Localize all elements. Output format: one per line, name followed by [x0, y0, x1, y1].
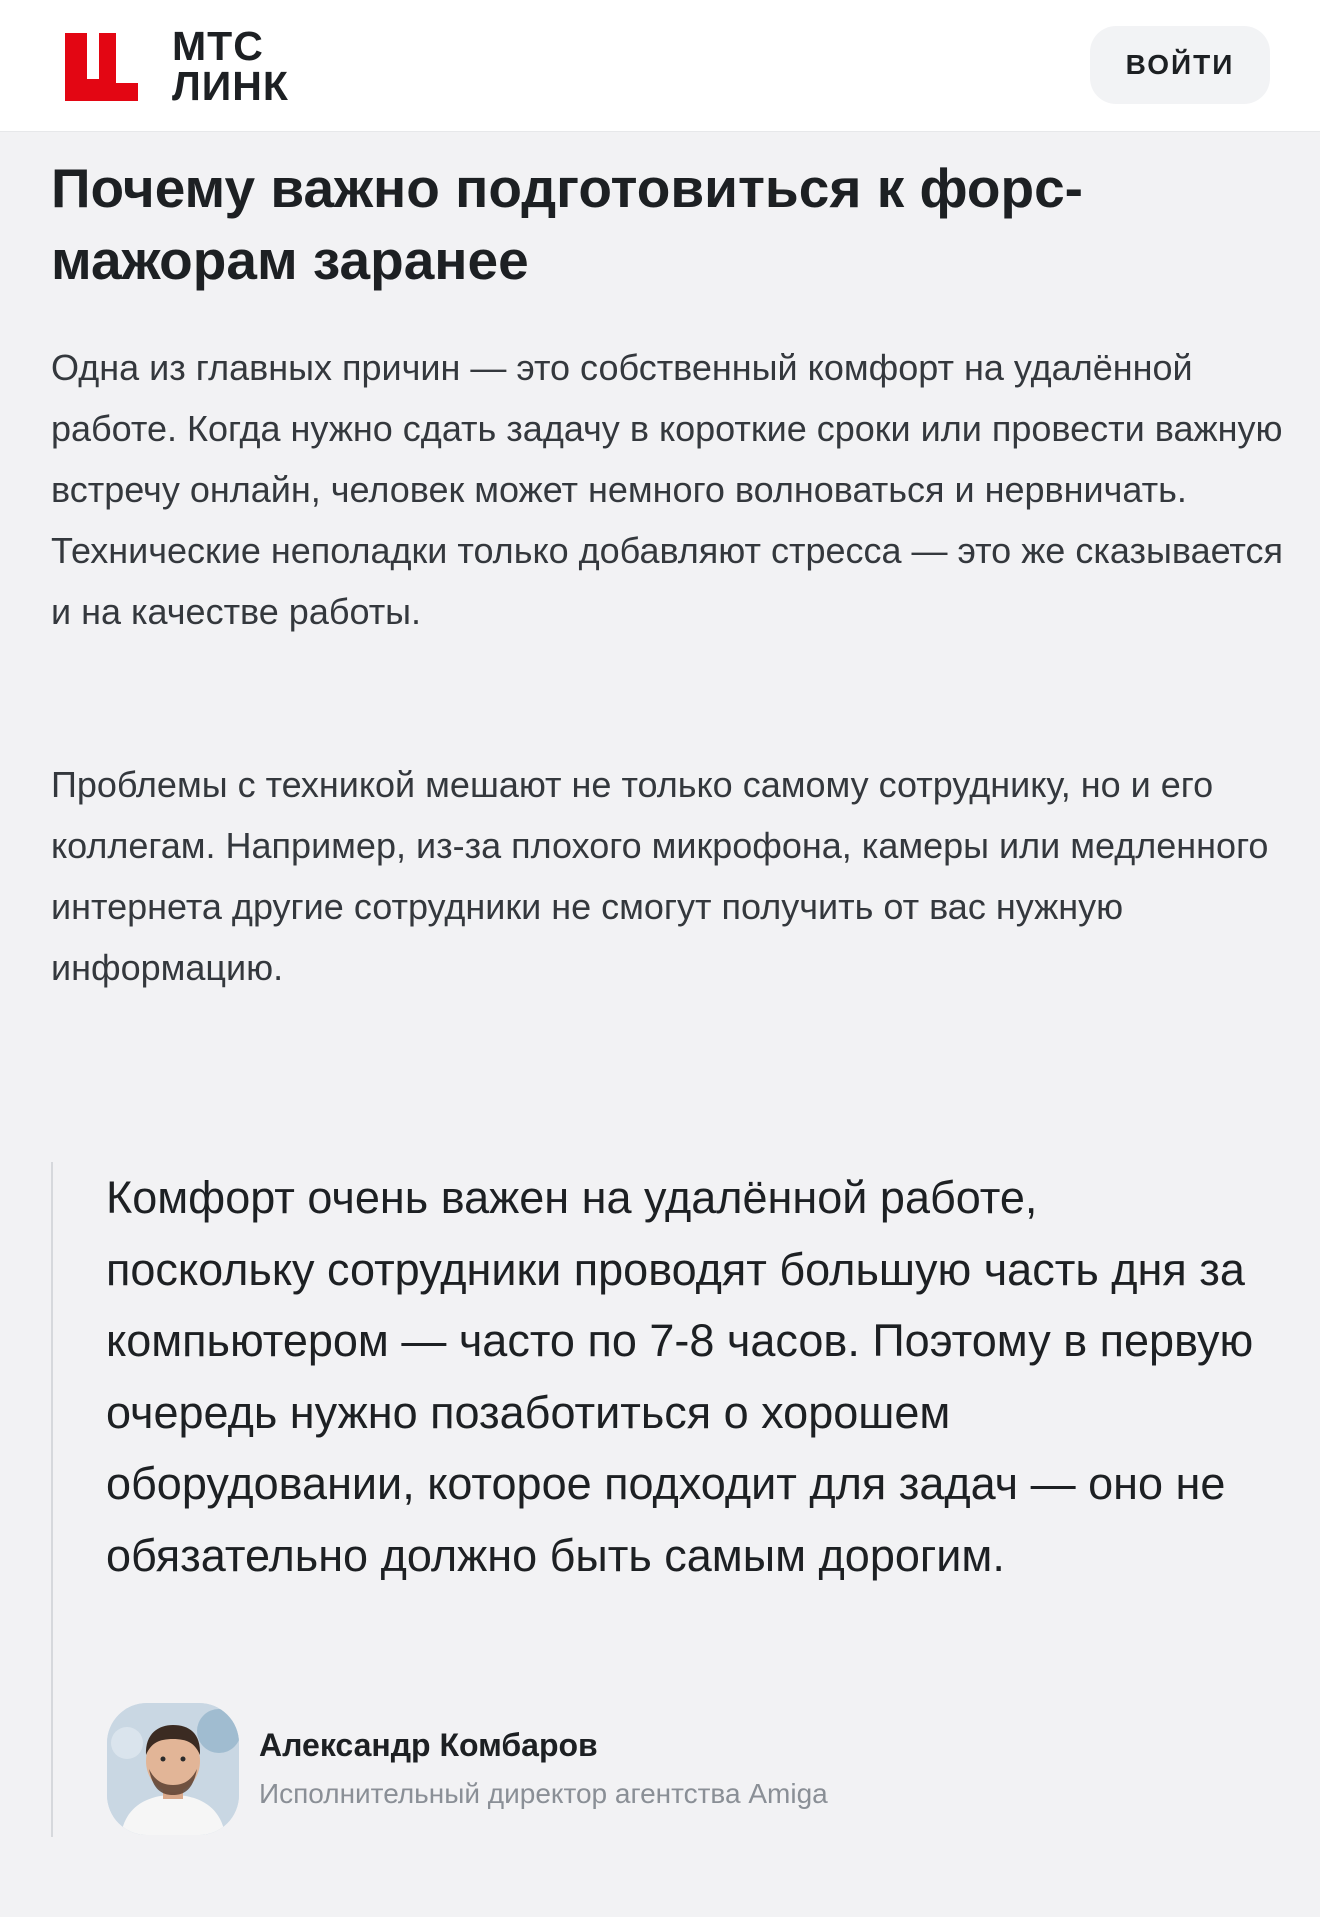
mts-link-logo-icon[interactable]: [65, 33, 138, 101]
article-paragraph-2: Проблемы с техникой мешают не только самому сотруднику, но и его коллегам. Например, из-за плохого микрофона, камеры или медленного интернета другие сотрудники не смогут получить от вас нужную информацию.: [51, 764, 1269, 988]
author-name: Александр Комбаров: [259, 1727, 598, 1763]
article-title: Почему важно подготовиться к форс-мажорам заранее: [51, 157, 1084, 291]
article-paragraph-1: Одна из главных причин — это собственный комфорт на удалённой работе. Когда нужно сдать задачу в короткие сроки или провести важную встречу онлайн, человек может немного волноваться и нервничать. Технические неполадки только добавляют стресса — это же сказывается и на качестве работы.: [51, 347, 1283, 632]
author-avatar: [107, 1703, 239, 1835]
logo-line-1: МТС: [172, 23, 264, 69]
login-button[interactable]: ВОЙТИ: [1090, 26, 1270, 104]
site-header: [0, 0, 1320, 132]
logo-line-2: ЛИНК: [172, 63, 289, 109]
author-avatar-photo: [107, 1703, 239, 1835]
author-role: Исполнительный директор агентства Amiga: [259, 1778, 828, 1809]
quote-text: Комфорт очень важен на удалённой работе, поскольку сотрудники проводят большую часть дня за компьютером — часто по 7-8 часов. Поэтому в первую очередь нужно позаботиться о хорошем оборудовании, которое подходит для задач — оно не обязательно должно быть самым дорогим.: [106, 1172, 1254, 1581]
logo-wordmark[interactable]: [172, 23, 289, 109]
quote-block: [51, 1162, 1273, 1837]
